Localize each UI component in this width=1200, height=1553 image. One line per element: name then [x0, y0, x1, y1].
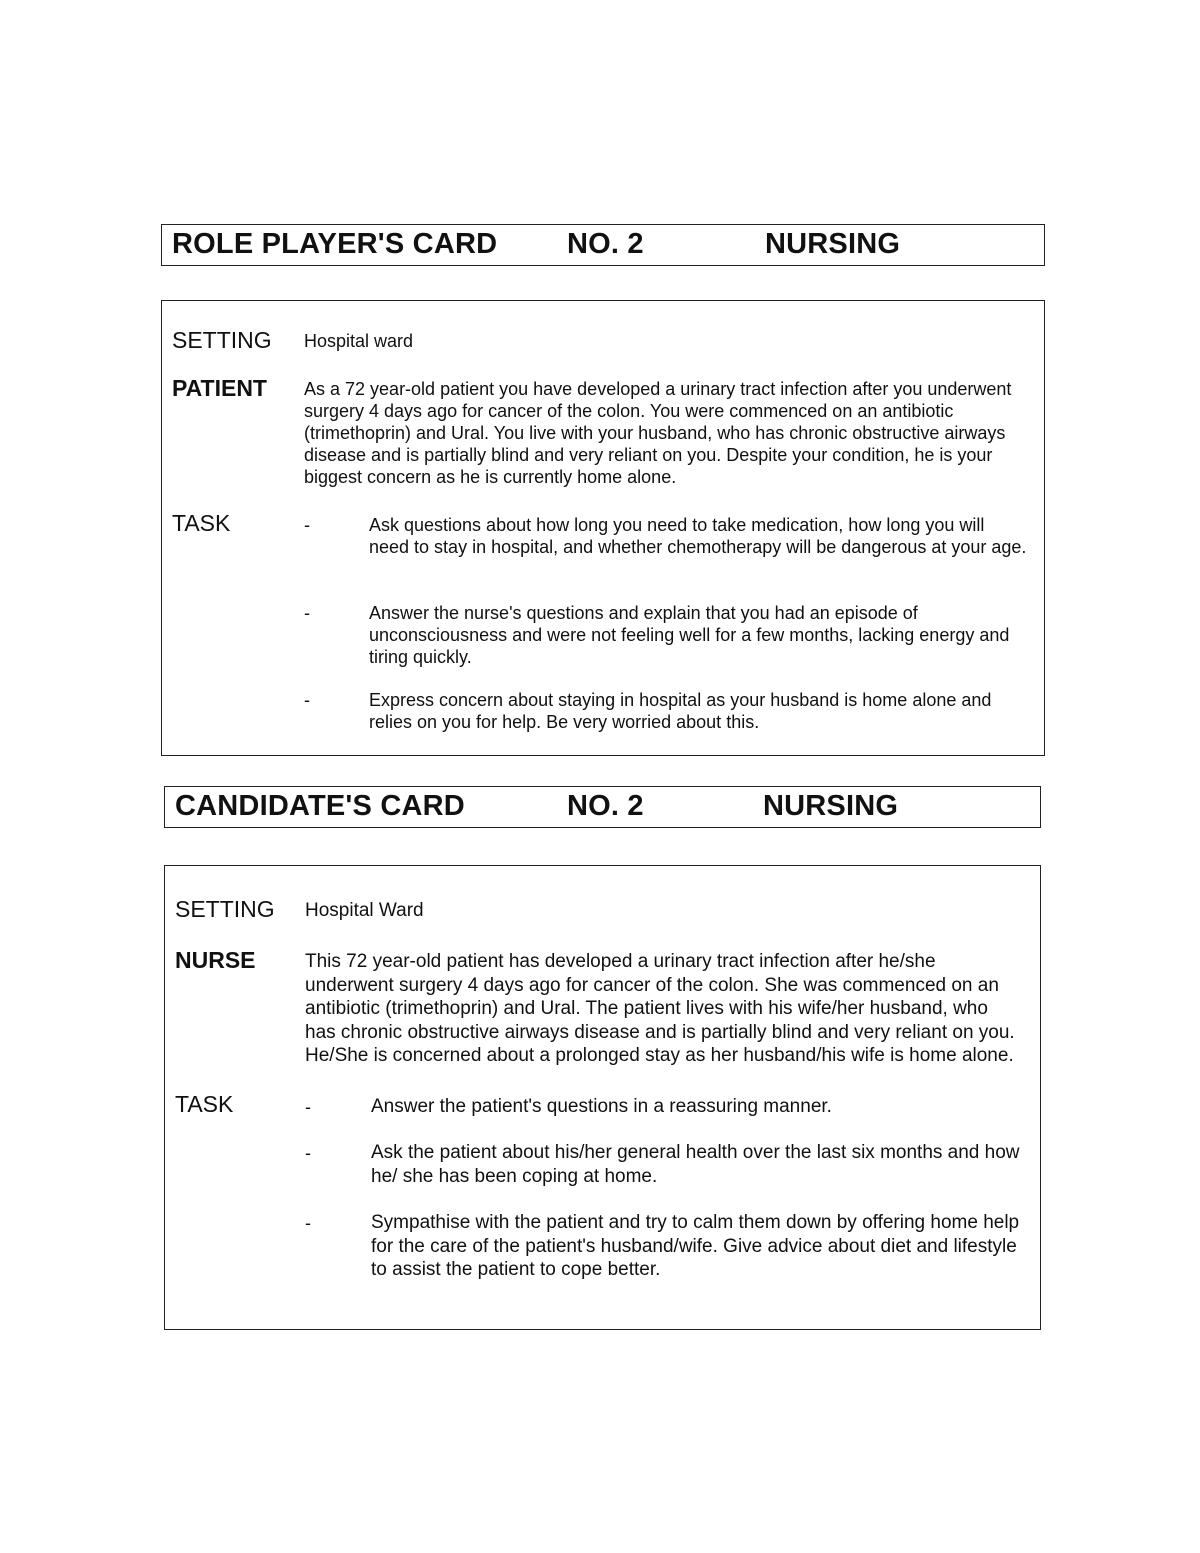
candidate-task-1-text: Answer the patient's questions in a reassuring manner. — [371, 1096, 832, 1117]
candidate-nurse-text: This 72 year-old patient has developed a urinary tract infection after he/she underwent surgery 4 days ago for cancer of the colon. She was commenced on an antibiotic (trimethoprin) and Ural. The patient lives with his wife/her husband, who has chronic obstructive airways disease and is partially blind and very reliant on you. He/She is concerned about a prolonged stay as her husband/his wife is home alone. — [305, 951, 1015, 1066]
role-task-2-text: Answer the nurse's questions and explain that you had an episode of unconsciousness and were not feeling well for a few months, lacking energy and tiring quickly. — [369, 603, 1010, 667]
role-card-profession: NURSING — [765, 228, 901, 260]
role-patient-label: PATIENT — [172, 375, 267, 401]
role-task-1-dash: - — [304, 515, 310, 535]
candidate-card-content — [164, 865, 1041, 1330]
role-card-header — [161, 224, 1045, 266]
role-setting-value: Hospital ward — [304, 331, 414, 351]
candidate-card-profession: NURSING — [763, 790, 899, 822]
role-task-label: TASK — [172, 510, 231, 536]
candidate-task-2-dash: - — [305, 1143, 311, 1163]
candidate-task-2-text: Ask the patient about his/her general health over the last six months and how he/ she has been coping at home. — [371, 1142, 1020, 1187]
role-patient-text: As a 72 year-old patient you have developed a urinary tract infection after you underwent surgery 4 days ago for cancer of the colon. You were commenced on an antibiotic (trimethoprin) and Ural. You live with your husband, who has chronic obstructive airways disease and is partially blind and very reliant on you. Despite your condition, he is your biggest concern as he is currently home alone. — [304, 379, 1012, 487]
role-card-number: NO. 2 — [567, 228, 644, 260]
role-card-title: ROLE PLAYER'S CARD — [172, 228, 498, 260]
candidate-setting-label: SETTING — [175, 896, 275, 922]
candidate-card-title: CANDIDATE'S CARD — [175, 790, 465, 822]
role-card-content — [161, 300, 1045, 756]
candidate-setting-value: Hospital Ward — [305, 900, 424, 921]
candidate-task-3-text: Sympathise with the patient and try to calm them down by offering home help for the care of the patient's husband/wife. Give advice about diet and lifestyle to assist the patient to cope better. — [371, 1212, 1020, 1280]
candidate-card-header — [164, 786, 1041, 828]
candidate-card-number: NO. 2 — [567, 790, 644, 822]
candidate-task-3-dash: - — [305, 1213, 311, 1233]
role-task-3-text: Express concern about staying in hospital as your husband is home alone and relies on you for help. Be very worried about this. — [369, 690, 992, 732]
role-task-2-dash: - — [304, 603, 310, 623]
role-task-1-text: Ask questions about how long you need to take medication, how long you will need to stay in hospital, and whether chemotherapy will be dangerous at your age. — [369, 515, 1027, 557]
candidate-nurse-label: NURSE — [175, 947, 256, 973]
candidate-task-1-dash: - — [305, 1097, 311, 1117]
role-setting-label: SETTING — [172, 327, 272, 353]
role-task-3-dash: - — [304, 690, 310, 710]
candidate-task-label: TASK — [175, 1091, 234, 1117]
